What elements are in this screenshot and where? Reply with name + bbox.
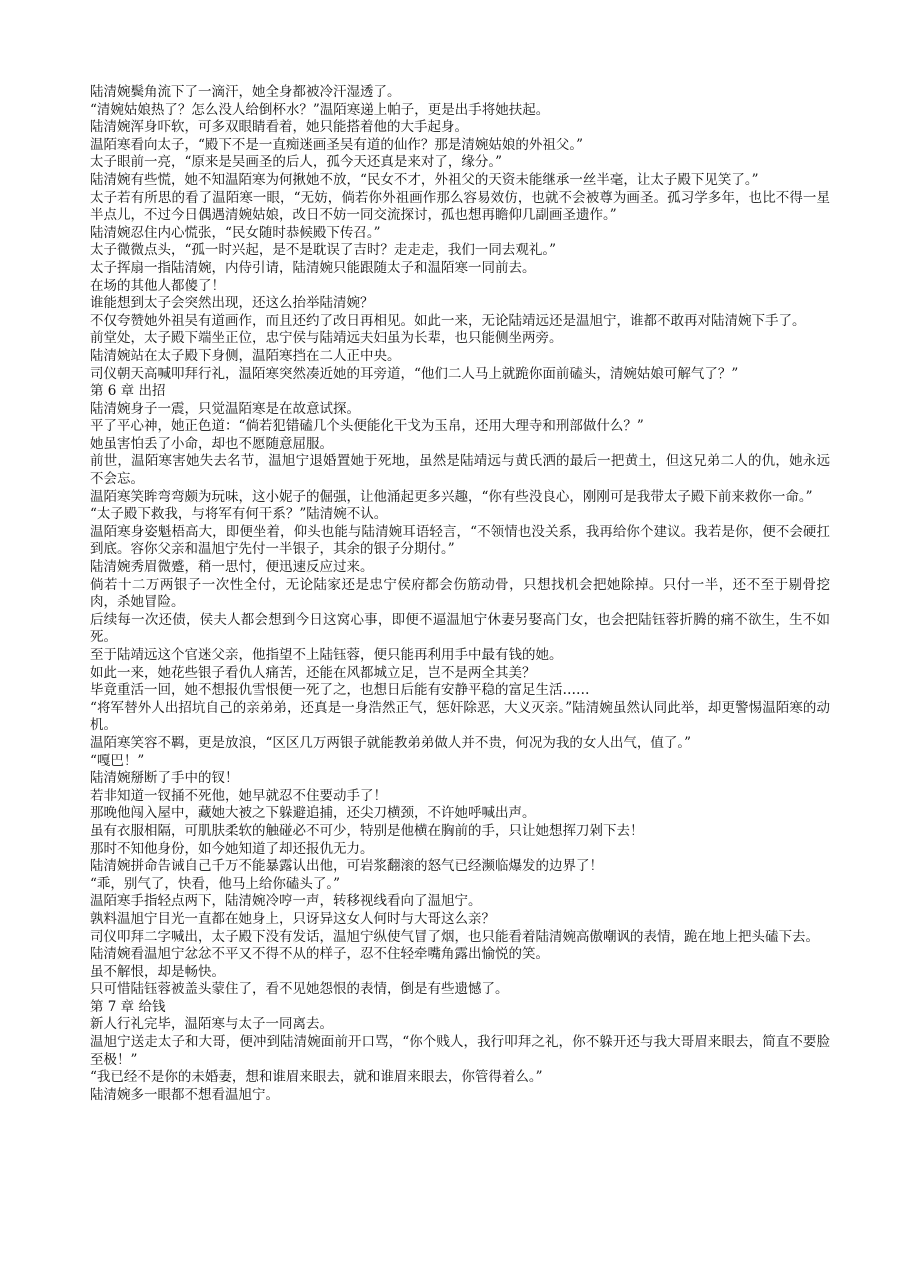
paragraph: 温陌寒身姿魁梧高大，即便坐着，仰头也能与陆清婉耳语轻言，“不领情也没关系，我再给你个建议。我若是你，便不会硬扛到底。容你父亲和温旭宁先付一半银子，其余的银子分期付。” xyxy=(90,523,830,558)
paragraph: 太子挥扇一指陆清婉，内侍引请，陆清婉只能跟随太子和温陌寒一同前去。 xyxy=(90,259,536,276)
paragraph: 后续每一次还债，侯夫人都会想到今日这窝心事，即便不逼温旭宁休妻另娶高门女，也会把陆钰蓉折腾的痛不欲生，生不如死。 xyxy=(90,611,830,646)
paragraph: “清婉姑娘热了？怎么没人给倒杯水？”温陌寒递上帕子，更是出手将她扶起。 xyxy=(90,101,550,118)
paragraph: 谁能想到太子会突然出现，还这么抬举陆清婉？ xyxy=(90,295,374,312)
paragraph: 太子眼前一亮，“原来是吴画圣的后人，孤今天还真是来对了，缘分。” xyxy=(90,154,503,171)
paragraph: 那时不知他身份，如今她知道了却还报仇无力。 xyxy=(90,840,374,857)
paragraph: 陆清婉多一眼都不想看温旭宁。 xyxy=(90,1086,279,1103)
chapter-heading: 第 7 章 给钱 xyxy=(90,998,166,1015)
paragraph: 陆清婉秀眉微蹙，稍一思忖，便迅速反应过来。 xyxy=(90,559,374,576)
paragraph: 若非知道一钗捅不死他，她早就忍不住要动手了！ xyxy=(90,787,387,804)
paragraph: “太子殿下救我，与将军有何干系？”陆清婉不认。 xyxy=(90,506,388,523)
paragraph: 如此一来，她花些银子看仇人痛苦，还能在风都城立足，岂不是两全其美？ xyxy=(90,664,536,681)
paragraph: 虽不解恨，却是畅快。 xyxy=(90,963,225,980)
paragraph: “嘎巴！” xyxy=(90,752,145,769)
paragraph: “我已经不是你的未婚妻，想和谁眉来眼去，就和谁眉来眼去，你管得着么。” xyxy=(90,1069,543,1086)
paragraph: “乖，别气了，快看，他马上给你磕头了。” xyxy=(90,875,341,892)
paragraph: 倘若十二万两银子一次性全付，无论陆家还是忠宁侯府都会伤筋动骨，只想找机会把她除掉。只付一半，还不至于剔骨挖肉，杀她冒险。 xyxy=(90,576,830,611)
paragraph: 司仪叩拜二字喊出，太子殿下没有发话，温旭宁纵使气冒了烟，也只能看着陆清婉高傲嘲讽的表情，跪在地上把头磕下去。 xyxy=(90,928,819,945)
paragraph: 她虽害怕丢了小命，却也不愿随意屈服。 xyxy=(90,435,333,452)
paragraph: 那晚他闯入屋中，藏她大被之下躲避追捕，还尖刀横颈，不许她呼喊出声。 xyxy=(90,805,536,822)
paragraph: 在场的其他人都傻了！ xyxy=(90,277,225,294)
paragraph: 太子若有所思的看了温陌寒一眼，“无妨，倘若你外祖画作那么容易效仿，也就不会被尊为画圣。孤习学多年，也比不得一星半点儿，不过今日偶遇清婉姑娘，改日不妨一同交流探讨，孤也想再瞻仰几副画圣遗作。” xyxy=(90,189,830,224)
paragraph: 陆清婉看温旭宁忿忿不平又不得不从的样子，忍不住轻牵嘴角露出愉悦的笑。 xyxy=(90,946,549,963)
paragraph: 毕竟重活一回，她不想报仇雪恨便一死了之，也想日后能有安静平稳的富足生活…… xyxy=(90,682,590,699)
paragraph: 陆清婉鬓角流下了一滴汗，她全身都被冷汗湿透了。 xyxy=(90,84,401,100)
paragraph: 陆清婉掰断了手中的钗！ xyxy=(90,770,239,787)
paragraph: 前堂处，太子殿下端坐正位，忠宁侯与陆靖远夫妇虽为长辈，也只能侧坐两旁。 xyxy=(90,330,563,347)
paragraph: 温陌寒笑容不羁，更是放浪，“区区几万两银子就能教弟弟做人并不贵，何况为我的女人出气，值了。” xyxy=(90,734,692,751)
paragraph: 陆清婉忍住内心慌张，“民女随时恭候殿下传召。” xyxy=(90,224,381,241)
paragraph: 前世，温陌寒害她失去名节，温旭宁退婚置她于死地，虽然是陆靖远与黄氏洒的最后一把黄土，但这兄弟二人的仇，她永远不会忘。 xyxy=(90,453,830,488)
paragraph: 陆清婉有些慌，她不知温陌寒为何揪她不放，“民女不才，外祖父的天资未能继承一丝半毫，让太子殿下见笑了。” xyxy=(90,171,759,188)
paragraph: 温陌寒看向太子，“殿下不是一直痴迷画圣吴有道的仙作？那是清婉姑娘的外祖父。” xyxy=(90,136,584,153)
paragraph: 司仪朝天高喊叩拜行礼，温陌寒突然凑近她的耳旁道，“他们二人马上就跪你面前磕头，清婉姑娘可解气了？” xyxy=(90,365,739,382)
paragraph: “将军替外人出招坑自己的亲弟弟，还真是一身浩然正气，惩奸除恶，大义灭亲。”陆清婉虽然认同此举，却更警惕温陌寒的动机。 xyxy=(90,699,830,734)
paragraph: 陆清婉身子一震，只觉温陌寒是在故意试探。 xyxy=(90,400,360,417)
paragraph: 温陌寒笑眸弯弯颇为玩味，这小妮子的倔强，让他涌起更多兴趣，“你有些没良心，刚刚可是我带太子殿下前来救你一命。” xyxy=(90,488,813,505)
paragraph: 陆清婉浑身吓软，可多双眼睛看着，她只能搭着他的大手起身。 xyxy=(90,119,468,136)
paragraph: 陆清婉拼命告诫自己千万不能暴露认出他，可岩浆翻滚的怒气已经濒临爆发的边界了！ xyxy=(90,858,603,875)
paragraph: 至于陆靖远这个官迷父亲，他指望不上陆钰蓉，便只能再利用手中最有钱的她。 xyxy=(90,647,563,663)
paragraph: 不仅夸赞她外祖吴有道画作，而且还约了改日再相见。如此一来，无论陆靖远还是温旭宁，谁都不敢再对陆清婉下手了。 xyxy=(90,312,806,329)
paragraph: 太子微微点头，“孤一时兴起，是不是耽误了吉时？走走走，我们一同去观礼。” xyxy=(90,242,557,259)
document-body xyxy=(90,84,830,1104)
paragraph: 虽有衣服相隔，可肌肤柔软的触碰必不可少，特别是他横在胸前的手，只让她想挥刀剁下去！ xyxy=(90,822,644,839)
paragraph: 新人行礼完毕，温陌寒与太子一同离去。 xyxy=(90,1016,333,1033)
chapter-heading: 第 6 章 出招 xyxy=(90,383,166,400)
paragraph: 温旭宁送走太子和大哥，便冲到陆清婉面前开口骂，“你个贱人，我行叩拜之礼，你不躲开还与我大哥眉来眼去，简直不要脸至极！” xyxy=(90,1034,830,1068)
paragraph: 陆清婉站在太子殿下身侧，温陌寒挡在二人正中央。 xyxy=(90,347,401,364)
paragraph: 只可惜陆钰蓉被盖头蒙住了，看不见她怨恨的表情，倒是有些遗憾了。 xyxy=(90,981,509,998)
paragraph: 孰料温旭宁目光一直都在她身上，只讶异这女人何时与大哥这么亲？ xyxy=(90,910,495,927)
paragraph: 平了平心神，她正色道：“倘若犯错磕几个头便能化干戈为玉帛，还用大理寺和刑部做什么？” xyxy=(90,418,644,435)
paragraph: 温陌寒手指轻点两下，陆清婉冷哼一声，转移视线看向了温旭宁。 xyxy=(90,893,482,910)
